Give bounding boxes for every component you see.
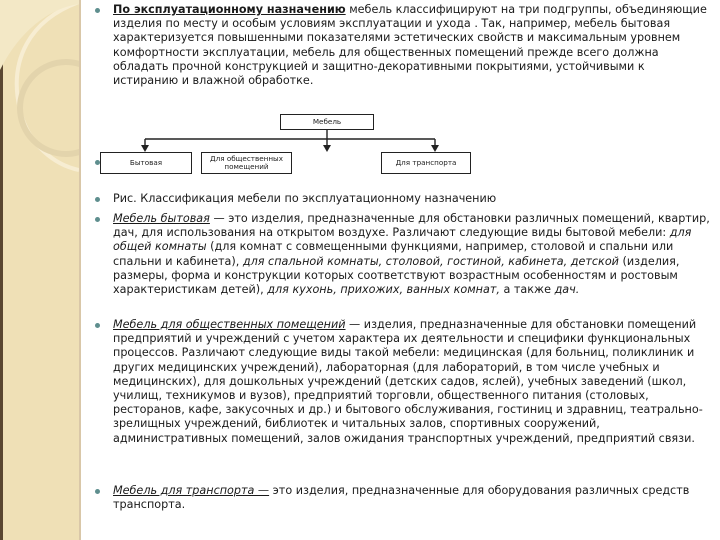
term-purpose: По эксплуатационному назначению bbox=[113, 3, 346, 16]
bullet-icon bbox=[95, 197, 100, 202]
diagram-child-label: Бытовая bbox=[129, 158, 163, 167]
decorative-arcs-icon bbox=[0, 0, 79, 540]
diagram-box-public bbox=[201, 152, 292, 174]
paragraph-text: это изделия, предназначенные для оборудования различных средств транспорта. bbox=[113, 484, 690, 512]
italic-text: для кухонь, прихожих, ванных комнат, bbox=[267, 283, 500, 297]
italic-text: для общей комнаты bbox=[113, 226, 692, 254]
paragraph-text: мебель классифицируют на три подгруппы, объединяющие изделия по месту и особым условиям эксплуатации и ухода . Так, например, мебель бытовая характеризуется повышенными показателями эстетических свойств и максимальным уровнем комфортности эксплуатации, мебель для общественных помещений прежде всего должна обладать прочной конструкцией и защитно-декоративными покрытиями, устойчивыми к истиранию и влажной обработке. bbox=[113, 3, 707, 88]
diagram-box-household bbox=[100, 152, 192, 174]
diagram-root-label: Мебель bbox=[312, 117, 342, 126]
decorative-sidebar bbox=[0, 0, 81, 540]
list-item-public bbox=[95, 318, 713, 446]
bullet-icon bbox=[95, 323, 100, 328]
paragraph-text: (изделия, размеры, форма и конструкции которых соответствуют возрастным особенностям и ростовым характеристикам детей), bbox=[113, 254, 680, 297]
list-item-transport bbox=[95, 484, 713, 512]
paragraph-text: (для комнат с совмещенными функциями, например, столовой и спальни или спальни и кабинета), bbox=[113, 240, 674, 268]
term-public: Мебель для общественных помещений bbox=[113, 318, 346, 331]
bullet-icon bbox=[95, 217, 100, 222]
term-household: Мебель бытовая bbox=[113, 212, 210, 225]
bullet-icon bbox=[95, 489, 100, 494]
diagram-child-label: Для транспорта bbox=[395, 158, 457, 167]
paragraph-text: — это изделия, предназначенные для обстановки различных помещений, квартир, дач, для использования на открытом воздухе. Различают следующие виды бытовой мебели: bbox=[113, 212, 710, 240]
list-item-household bbox=[95, 212, 713, 297]
paragraph-text: а также bbox=[499, 283, 555, 297]
figure-caption: Рис. Классификация мебели по эксплуатационному назначению bbox=[113, 192, 497, 205]
paragraph-text: — изделия, предназначенные для обстановки помещений предприятий и учреждений с учетом характера их деятельности и специфики функциональных процессов. Различают следующие виды такой мебели: медицинская (для больниц, поликлиник и других медицинских учреждений), лабораторная (для лабораторий, в том числе учебных и медицинских), для дошкольных учреждений (детских садов, яслей), учебных заведений (школ, училищ, техникумов и вузов), предприятий торговли, общественного питания (столовых, ресторанов, кафе, закусочных и др.) и бытового обслуживания, гостиниц и здравниц, театрально-зрелищных учреждений, библиотек и читальных залов, спортивных сооружений, административных помещений, залов ожидания транспортных учреждений, предприятий связи. bbox=[113, 318, 703, 445]
list-item-caption bbox=[95, 192, 713, 206]
bullet-icon bbox=[95, 8, 100, 13]
diagram-box-transport bbox=[381, 152, 471, 174]
italic-text: для спальной комнаты, столовой, гостиной, кабинета, детской bbox=[242, 254, 619, 268]
italic-text: дач. bbox=[554, 283, 580, 297]
list-item-purpose bbox=[95, 3, 713, 88]
term-transport: Мебель для транспорта — bbox=[113, 484, 270, 497]
classification-diagram bbox=[90, 108, 510, 180]
diagram-child-label: Для общественных помещений bbox=[210, 154, 283, 171]
